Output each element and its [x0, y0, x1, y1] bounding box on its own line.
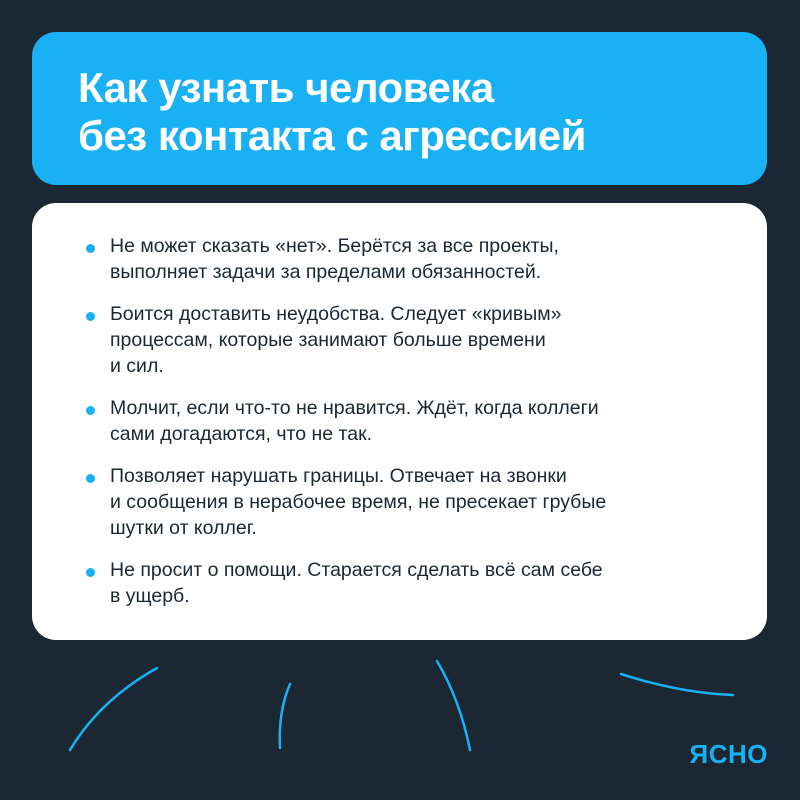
list-item: [84, 233, 727, 285]
list-item: [84, 301, 727, 379]
content-card: [32, 203, 767, 640]
bullet-list: [84, 233, 727, 609]
list-item-line: Молчит, если что-то не нравится. Ждёт, когда коллеги: [110, 397, 599, 419]
bullet-dot-icon: [86, 474, 95, 483]
list-item-line: шутки от коллег.: [110, 517, 257, 539]
list-item-line: процессам, которые занимают больше времени: [110, 329, 546, 351]
list-item: [84, 395, 727, 447]
bullet-dot-icon: [86, 406, 95, 415]
list-item-line: и сообщения в нерабочее время, не пресекает грубые: [110, 491, 607, 513]
list-item-line: Не просит о помощи. Старается сделать всё сам себе: [110, 559, 603, 581]
title-line-2: без контакта с агрессией: [78, 112, 586, 159]
list-item-line: выполняет задачи за пределами обязанностей.: [110, 261, 542, 283]
title-card: [32, 32, 767, 185]
list-item: [84, 557, 727, 609]
ray-line: [621, 674, 733, 695]
title-line-1: Как узнать человека: [78, 64, 494, 111]
list-item-line: в ущерб.: [110, 585, 190, 607]
list-item-line: Не может сказать «нет». Берётся за все проекты,: [110, 235, 559, 257]
list-item-line: Боится доставить неудобства. Следует «кривым»: [110, 303, 562, 325]
list-item: [84, 463, 727, 541]
brand-logo: ЯСНО: [689, 739, 768, 769]
bullet-dot-icon: [86, 568, 95, 577]
ray-line: [280, 684, 290, 748]
list-item-line: Позволяет нарушать границы. Отвечает на звонки: [110, 465, 567, 487]
list-item-line: сами догадаются, что не так.: [110, 423, 373, 445]
ray-line: [437, 661, 470, 750]
bullet-dot-icon: [86, 244, 95, 253]
ray-line: [70, 668, 157, 750]
bullet-dot-icon: [86, 312, 95, 321]
list-item-line: и сил.: [110, 355, 164, 377]
